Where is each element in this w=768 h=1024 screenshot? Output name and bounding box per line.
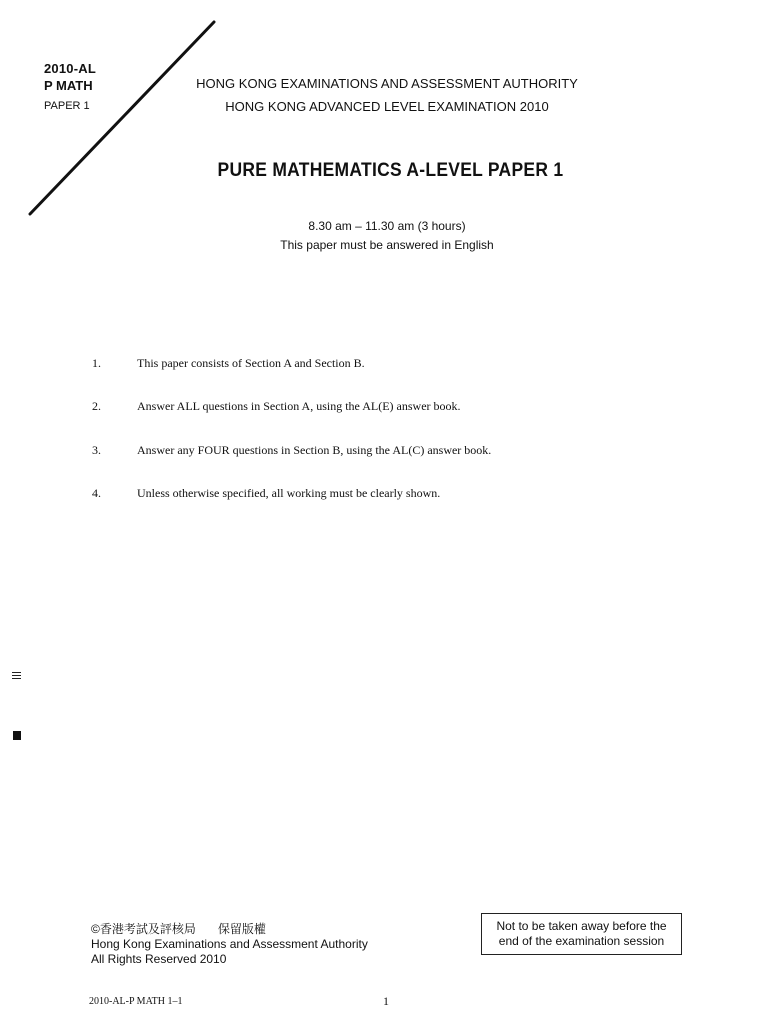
copyright-authority-cn: 香港考試及評核局 [99,922,196,936]
instruction-text: Answer ALL questions in Section A, using the AL(E) answer book. [137,399,461,413]
language-note: This paper must be answered in English [280,238,494,252]
paper-title: PURE MATHEMATICS A-LEVEL PAPER 1 [217,160,564,181]
registration-lines-mark [12,672,21,681]
page-number: 1 [383,994,389,1008]
instruction-number: 3. [92,443,101,457]
instruction-number: 1. [92,356,101,370]
subject-code: P MATH [44,78,93,93]
copyright-rights-en: All Rights Reserved 2010 [91,952,227,966]
exam-time: 8.30 am – 11.30 am (3 hours) [308,219,466,233]
instruction-text: Answer any FOUR questions in Section B, using the AL(C) answer book. [137,443,492,457]
notice-line: end of the examination session [498,934,665,948]
copyright-line [91,920,266,937]
registration-square-mark [13,731,21,740]
exam-code: 2010-AL [44,61,96,76]
examination-heading: HONG KONG ADVANCED LEVEL EXAMINATION 2010 [225,99,549,114]
authority-heading: HONG KONG EXAMINATIONS AND ASSESSMENT AUTHORITY [196,76,578,91]
footer-code: 2010-AL-P MATH 1–1 [89,996,183,1007]
instruction-number: 4. [92,486,101,500]
copyright-rights-cn: 保留版權 [217,922,266,936]
notice-line: Not to be taken away before the [496,919,667,933]
copyright-authority-en: Hong Kong Examinations and Assessment Authority [91,937,368,951]
notice-box [481,913,682,955]
instruction-text: Unless otherwise specified, all working must be clearly shown. [137,486,441,500]
paper-code: PAPER 1 [44,100,90,112]
instruction-text: This paper consists of Section A and Section B. [137,356,365,370]
instruction-number: 2. [92,399,101,413]
copyright-symbol: © [91,922,100,936]
